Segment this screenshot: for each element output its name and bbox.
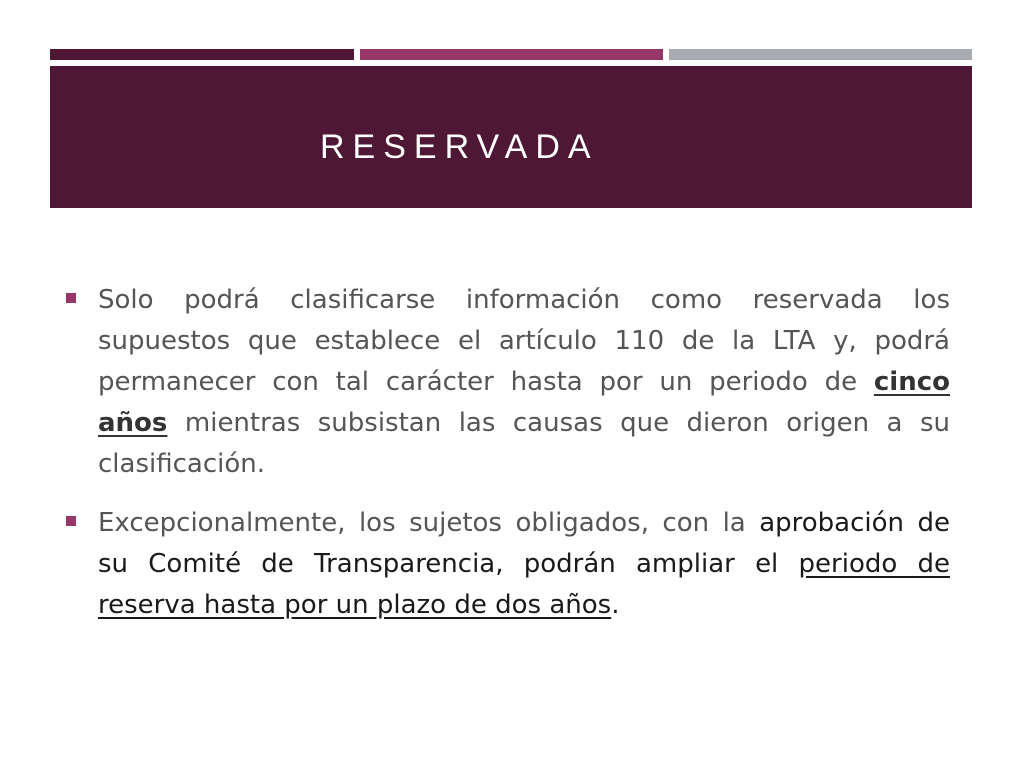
bullet-text	[98, 503, 950, 626]
bullet-item	[64, 503, 950, 626]
slide-body	[64, 280, 950, 644]
accent-bar-magenta	[360, 49, 663, 60]
bullet-text	[98, 280, 950, 485]
bullet-segment-dark: .	[611, 590, 620, 620]
bullet-segment: Excepcionalmente, los sujetos obligados, con la	[98, 508, 760, 538]
bullet-item	[64, 280, 950, 485]
bullet-segment: mientras subsistan las causas que dieron origen a su clasificación.	[98, 408, 950, 479]
bullet-segment: Solo podrá clasificarse información como reservada los supuestos que establece el artículo 110 de la LTA y, podrá permanecer con tal carácter hasta por un periodo de	[98, 285, 950, 397]
bullet-square-icon	[66, 293, 76, 303]
slide-title: RESERVADA	[320, 128, 599, 166]
accent-bar-dark	[50, 49, 354, 60]
bullet-segment-underlined: periodo de reserva hasta por un plazo de dos años	[98, 549, 951, 620]
accent-bar-gray	[669, 49, 972, 60]
bullet-segment-emphasis: cinco años	[98, 367, 950, 438]
bullet-square-icon	[66, 516, 76, 526]
bullet-segment-dark: aprobación de su Comité de Transparencia, podrán ampliar el	[98, 508, 950, 579]
